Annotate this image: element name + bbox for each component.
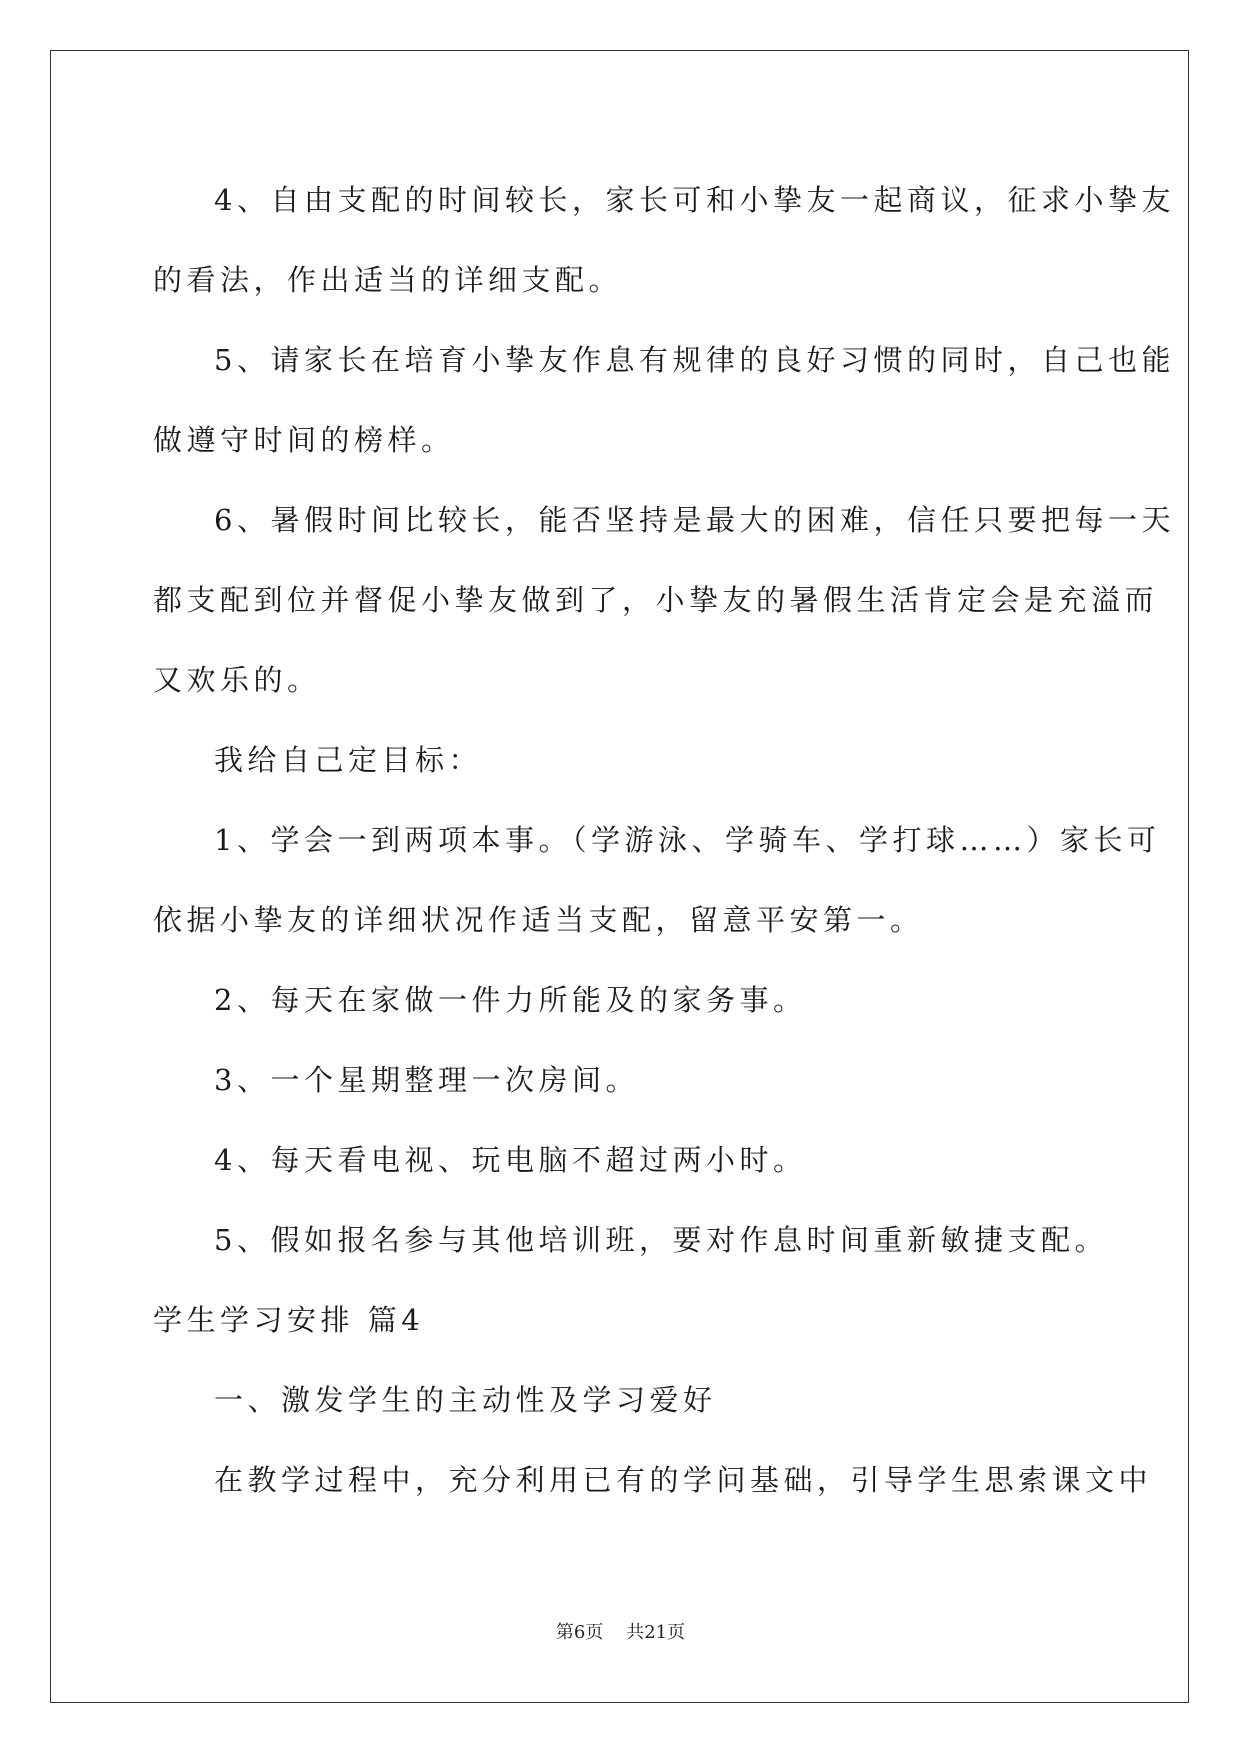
paragraph-line: 5、假如报名参与其他培训班，要对作息时间重新敏捷支配。 bbox=[214, 1223, 1108, 1257]
paragraph-line: 1、学会一到两项本事。（学游泳、学骑车、学打球……）家长可 bbox=[214, 823, 1161, 857]
document-body bbox=[153, 160, 1175, 1520]
paragraph-line: 我给自己定目标： bbox=[214, 743, 483, 777]
paragraph-line: 4、自由支配的时间较长，家长可和小挚友一起商议，征求小挚友 bbox=[214, 183, 1175, 217]
paragraph-line: 依据小挚友的详细状况作适当支配，留意平安第一。 bbox=[153, 903, 924, 937]
paragraph-line: 的看法，作出适当的详细支配。 bbox=[153, 263, 623, 297]
paragraph-line: 在教学过程中，充分利用已有的学问基础，引导学生思索课文中 bbox=[214, 1463, 1153, 1497]
paragraph-line: 做遵守时间的榜样。 bbox=[153, 423, 455, 457]
paragraph-line: 5、请家长在培育小挚友作息有规律的良好习惯的同时，自己也能 bbox=[214, 343, 1175, 377]
section-heading: 学生学习安排 篇4 bbox=[153, 1303, 425, 1337]
paragraph-line: 6、暑假时间比较长，能否坚持是最大的困难，信任只要把每一天 bbox=[214, 503, 1175, 537]
page-total: 共21页 bbox=[626, 1622, 686, 1643]
page-number: 第6页 bbox=[555, 1622, 604, 1643]
page-footer bbox=[0, 1618, 1241, 1644]
paragraph-line: 都支配到位并督促小挚友做到了，小挚友的暑假生活肯定会是充溢而 bbox=[153, 583, 1159, 617]
paragraph-line: 2、每天在家做一件力所能及的家务事。 bbox=[214, 983, 807, 1017]
paragraph-line: 4、每天看电视、玩电脑不超过两小时。 bbox=[214, 1143, 807, 1177]
paragraph-line: 又欢乐的。 bbox=[153, 663, 321, 697]
paragraph-line: 3、一个星期整理一次房间。 bbox=[214, 1063, 639, 1097]
paragraph-line: 一、激发学生的主动性及学习爱好 bbox=[214, 1383, 717, 1417]
